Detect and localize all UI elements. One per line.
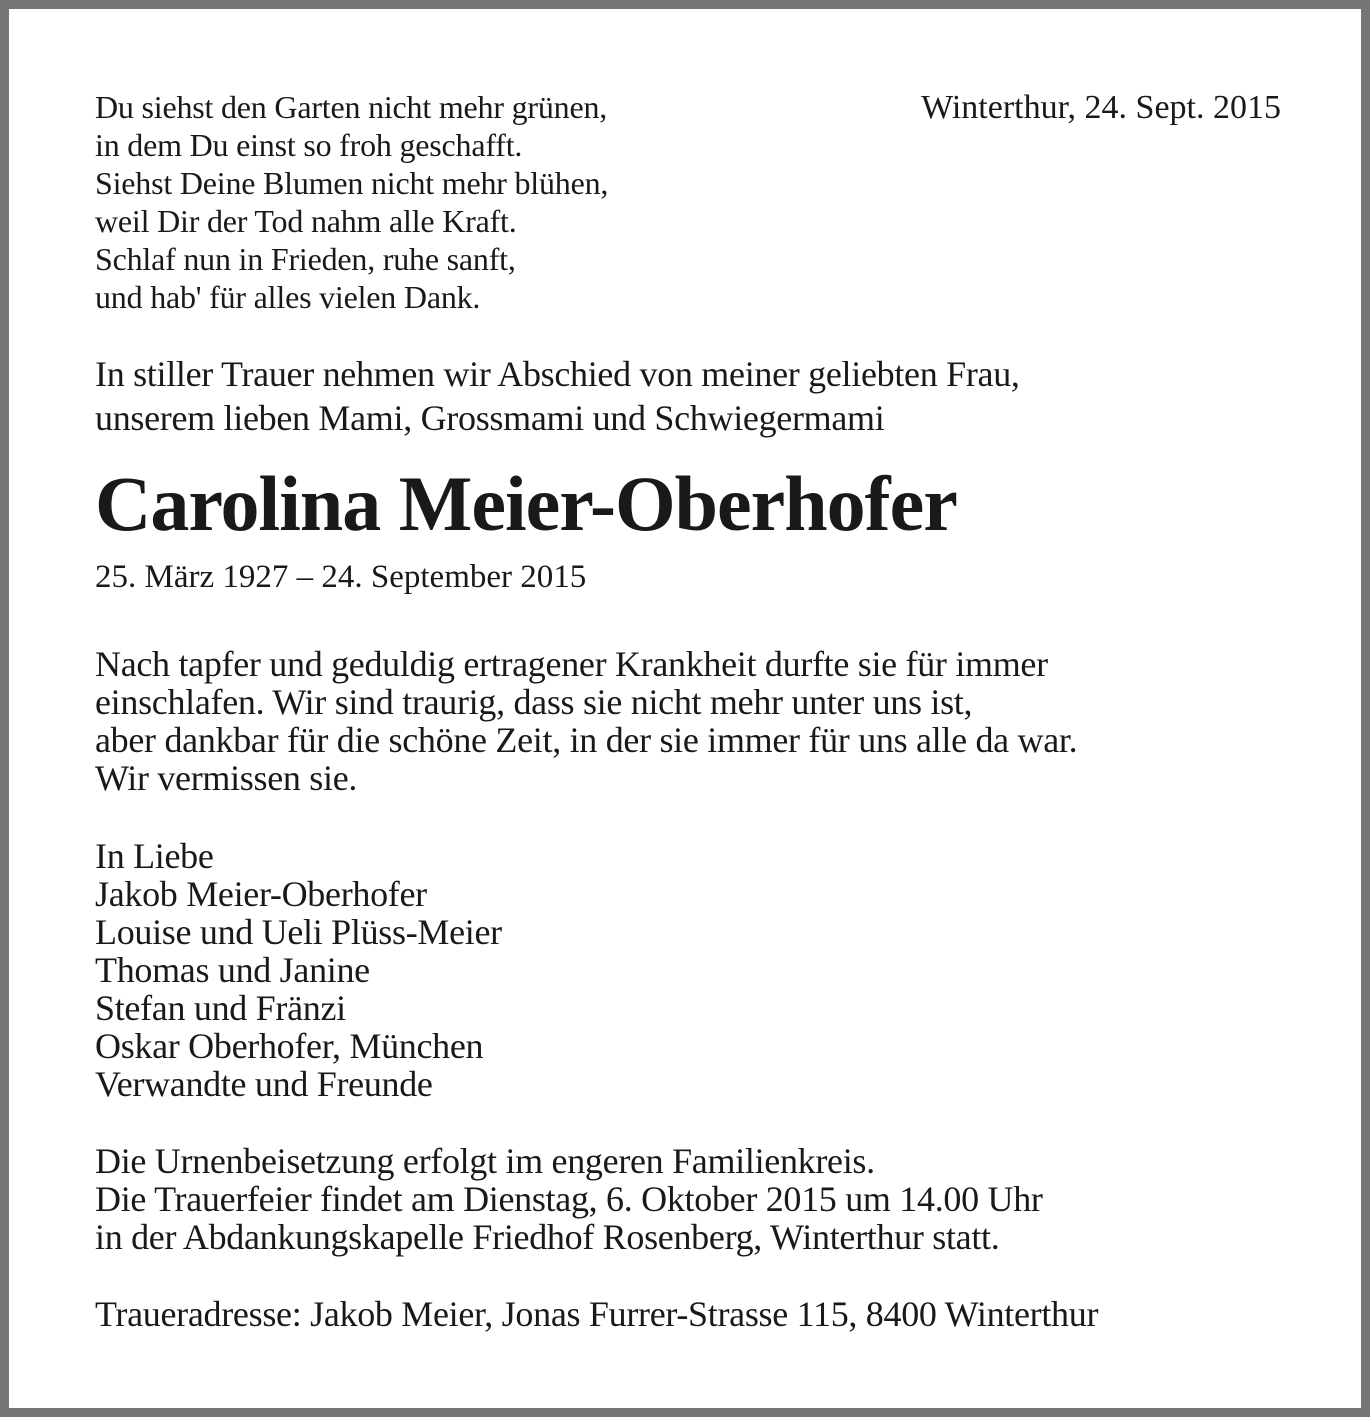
mourner-line: In Liebe bbox=[95, 836, 214, 876]
condolence-line: einschlafen. Wir sind traurig, dass sie nicht mehr unter uns ist, bbox=[95, 682, 973, 722]
poem-line: Du siehst den Garten nicht mehr grünen, bbox=[95, 89, 608, 125]
memorial-poem bbox=[95, 88, 608, 316]
poem-line: und hab' für alles vielen Dank. bbox=[95, 279, 481, 315]
mourning-address: Traueradresse: Jakob Meier, Jonas Furrer-Strasse 115, 8400 Winterthur bbox=[95, 1294, 1099, 1334]
service-line: Die Urnenbeisetzung erfolgt im engeren Familienkreis. bbox=[95, 1141, 875, 1181]
service-info bbox=[95, 1142, 1281, 1256]
intro-paragraph bbox=[95, 352, 1281, 440]
deceased-name: Carolina Meier-Oberhofer bbox=[95, 460, 957, 547]
life-dates: 25. März 1927 – 24. September 2015 bbox=[95, 559, 587, 595]
place-date-line: Winterthur, 24. Sept. 2015 bbox=[921, 89, 1281, 126]
service-line: in der Abdankungskapelle Friedhof Rosenberg, Winterthur statt. bbox=[95, 1217, 1000, 1257]
condolence-line: Nach tapfer und geduldig ertragener Krankheit durfte sie für immer bbox=[95, 644, 1048, 684]
poem-line: weil Dir der Tod nahm alle Kraft. bbox=[95, 203, 517, 239]
mourners-list bbox=[95, 837, 1281, 1103]
condolence-paragraph bbox=[95, 645, 1281, 797]
mourner-line: Louise und Ueli Plüss-Meier bbox=[95, 912, 502, 952]
poem-line: Schlaf nun in Frieden, ruhe sanft, bbox=[95, 241, 516, 277]
mourner-line: Oskar Oberhofer, München bbox=[95, 1026, 484, 1066]
poem-line: Siehst Deine Blumen nicht mehr blühen, bbox=[95, 165, 609, 201]
mourner-line: Thomas und Janine bbox=[95, 950, 370, 990]
mourner-line: Stefan und Fränzi bbox=[95, 988, 346, 1028]
poem-line: in dem Du einst so froh geschafft. bbox=[95, 127, 523, 163]
mourner-line: Jakob Meier-Oberhofer bbox=[95, 874, 427, 914]
intro-line: unserem lieben Mami, Grossmami und Schwiegermami bbox=[95, 398, 885, 438]
condolence-line: aber dankbar für die schöne Zeit, in der sie immer für uns alle da war. bbox=[95, 720, 1078, 760]
condolence-line: Wir vermissen sie. bbox=[95, 758, 358, 798]
intro-line: In stiller Trauer nehmen wir Abschied von meiner geliebten Frau, bbox=[95, 354, 1020, 394]
header-row bbox=[95, 88, 1281, 316]
service-line: Die Trauerfeier findet am Dienstag, 6. Oktober 2015 um 14.00 Uhr bbox=[95, 1179, 1043, 1219]
mourner-line: Verwandte und Freunde bbox=[95, 1064, 433, 1104]
